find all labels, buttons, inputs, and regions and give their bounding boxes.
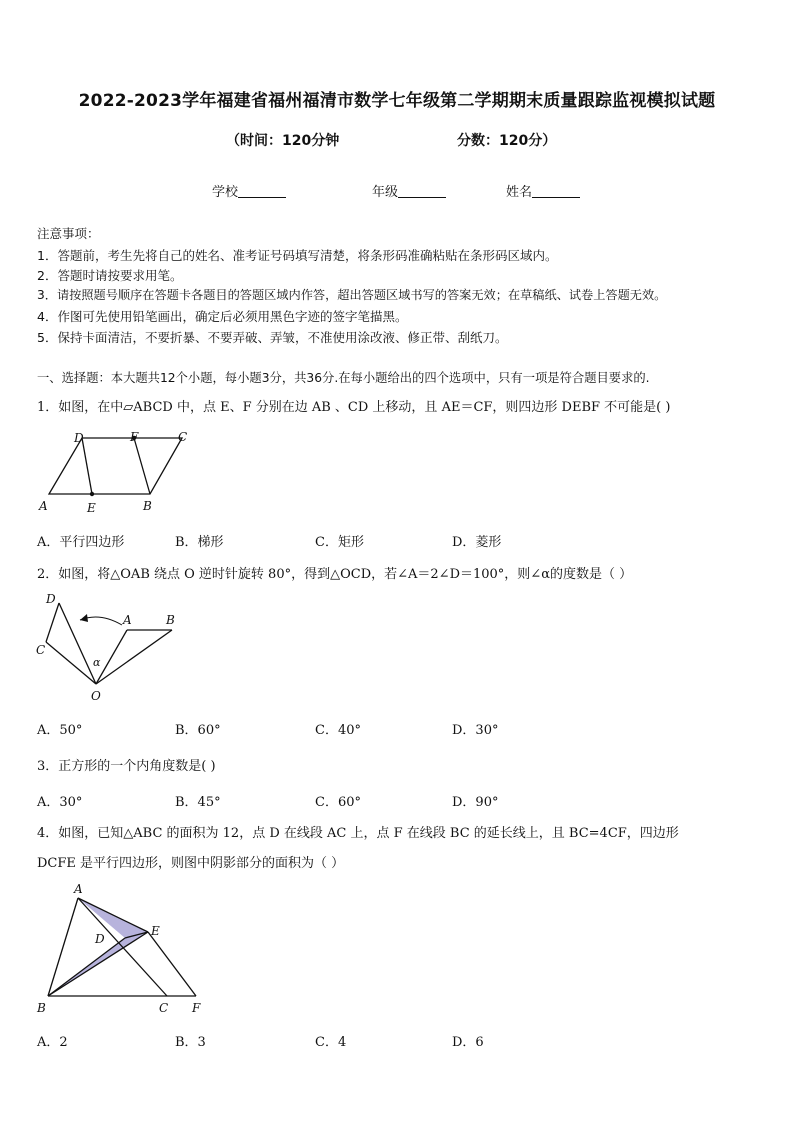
- label-C: C: [36, 643, 46, 657]
- q1-option-c[interactable]: C．矩形: [315, 535, 364, 550]
- q3-option-a[interactable]: A．30°: [37, 795, 83, 810]
- section-heading: 一、选择题：本大题共12个小题，每小题3分，共36分.在每小题给出的四个选项中，只有一项是符合题目要求的.: [37, 371, 650, 385]
- label-B: B: [37, 1001, 46, 1015]
- q1-option-b[interactable]: B．梯形: [175, 535, 224, 550]
- question-4-stem-line-2: DCFE 是平行四边形，则图中阴影部分的面积为（ ）: [37, 856, 345, 871]
- notice-item: 2．答题时请按要求用笔。: [37, 268, 183, 283]
- q2-option-d[interactable]: D．30°: [452, 723, 499, 738]
- school-field: [212, 181, 286, 200]
- school-blank: [238, 185, 286, 198]
- q1-option-d[interactable]: D．菱形: [452, 535, 502, 550]
- label-F: F: [130, 430, 139, 444]
- label-F: F: [192, 1001, 201, 1015]
- exam-title: 2022-2023学年福建省福州福清市数学七年级第二学期期末质量跟踪监视模拟试题: [78, 91, 716, 111]
- notice-item: 1．答题前，考生先将自己的姓名、准考证号码填写清楚，将条形码准确粘贴在条形码区域内。: [37, 248, 558, 263]
- notice-item: 5．保持卡面清洁，不要折暴、不要弄破、弄皱，不准使用涂改液、修正带、刮纸刀。: [37, 330, 508, 345]
- grade-field: [372, 181, 446, 200]
- label-C: C: [178, 430, 188, 444]
- question-1-figure: [34, 428, 199, 516]
- grade-label: 年级: [372, 185, 399, 200]
- notice-item: 4．作图可先使用铅笔画出，确定后必须用黑色字迹的签字笔描黑。: [37, 309, 408, 324]
- shaded-triangle-ade: [78, 898, 148, 938]
- label-C: C: [159, 1001, 169, 1015]
- q2-option-a[interactable]: A．50°: [37, 723, 83, 738]
- label-B: B: [143, 499, 152, 513]
- question-4-figure: [32, 880, 212, 1020]
- label-A: A: [123, 613, 132, 627]
- label-E: E: [151, 924, 160, 938]
- q3-option-b[interactable]: B．45°: [175, 795, 221, 810]
- q4-option-d[interactable]: D．6: [452, 1035, 484, 1050]
- score-label: 分数：120分）: [457, 133, 557, 149]
- label-alpha: α: [93, 656, 101, 669]
- label-A: A: [39, 499, 48, 513]
- notice-item: 3．请按照题号顺序在答题卡各题目的答题区域内作答，超出答题区域书写的答案无效；在草稿纸、试卷上答题无效。: [37, 288, 667, 302]
- q2-option-c[interactable]: C．40°: [315, 723, 361, 738]
- time-label: （时间：120分钟: [226, 133, 340, 149]
- q1-option-a[interactable]: A．平行四边形: [37, 535, 125, 550]
- name-label: 姓名: [506, 185, 533, 200]
- q4-option-a[interactable]: A．2: [37, 1035, 68, 1050]
- label-D: D: [46, 592, 56, 606]
- notice-heading: 注意事项：: [37, 226, 100, 241]
- q3-option-d[interactable]: D．90°: [452, 795, 499, 810]
- q4-option-c[interactable]: C．4: [315, 1035, 347, 1050]
- question-1-stem: 1．如图，在中▱ABCD 中，点 E、F 分别在边 AB 、CD 上移动，且 AE＝CF，则四边形 DEBF 不可能是( ): [37, 400, 671, 415]
- q3-option-c[interactable]: C．60°: [315, 795, 361, 810]
- question-3-stem: 3．正方形的一个内角度数是( ): [37, 759, 216, 774]
- question-4-stem-line-1: 4．如图，已知△ABC 的面积为 12，点 D 在线段 AC 上，点 F 在线段 BC 的延长线上，且 BC=4CF，四边形: [37, 826, 679, 841]
- q4-option-b[interactable]: B．3: [175, 1035, 206, 1050]
- label-O: O: [91, 689, 101, 703]
- label-A: A: [74, 882, 83, 896]
- label-E: E: [87, 501, 96, 515]
- name-blank: [532, 185, 580, 198]
- question-2-stem: 2．如图，将△OAB 绕点 O 逆时针旋转 80°，得到△OCD，若∠A＝2∠D＝100°，则∠α的度数是（ ）: [37, 567, 633, 582]
- school-label: 学校: [212, 185, 239, 200]
- label-D: D: [74, 431, 84, 445]
- label-B: B: [166, 613, 175, 627]
- question-2-figure: [32, 590, 192, 705]
- name-field: [506, 181, 580, 200]
- q2-option-b[interactable]: B．60°: [175, 723, 221, 738]
- label-D: D: [95, 932, 105, 946]
- grade-blank: [398, 185, 446, 198]
